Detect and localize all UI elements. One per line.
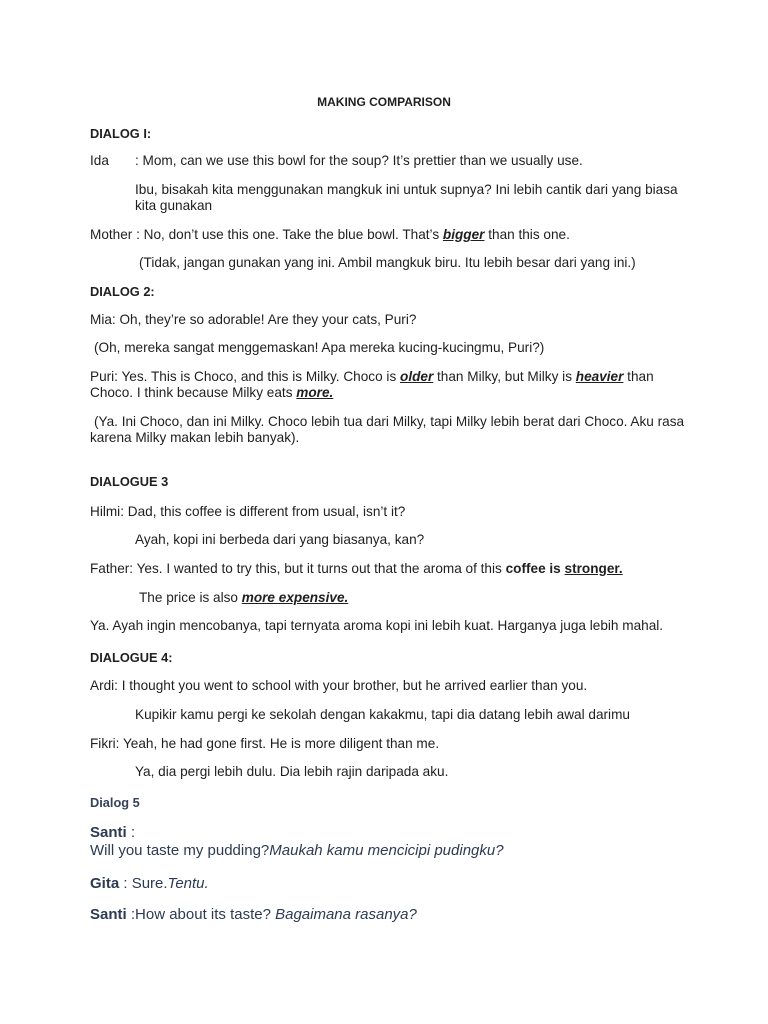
mia-line: Mia: Oh, they’re so adorable! Are they your cats, Puri? <box>90 312 417 327</box>
ida-translation-line-1: Ibu, bisakah kita menggunakan mangkuk ini untuk supnya? Ini lebih cantik dari yang biasa <box>135 182 678 197</box>
santi-1-sep: : <box>126 824 136 841</box>
mother-line-post: than this one. <box>484 227 570 242</box>
mother-line-pre: Mother : No, don’t use this one. Take the blue bowl. That’s <box>90 227 443 242</box>
ida-speaker: Ida <box>90 153 109 168</box>
mother-emphasis: bigger <box>442 227 485 242</box>
santi-1-label <box>90 824 135 842</box>
puri-line-1e: than <box>623 369 654 384</box>
puri-more: more. <box>296 385 334 400</box>
puri-translation-line-2: karena Milky makan lebih banyak). <box>90 430 300 445</box>
father-line <box>90 561 623 577</box>
ardi-line: Ardi: I thought you went to school with your brother, but he arrived earlier than you. <box>90 678 588 693</box>
fikri-translation: Ya, dia pergi lebih dulu. Dia lebih rajin daripada aku. <box>135 764 449 779</box>
gita-english: : Sure. <box>119 875 168 892</box>
price-line-a: The price is also <box>139 590 242 605</box>
puri-older: older <box>400 369 434 384</box>
puri-line-1a: Puri: Yes. This is Choco, and this is Milky. Choco is <box>90 369 401 384</box>
page-title: MAKING COMPARISON <box>317 95 451 109</box>
dialog5-heading: Dialog 5 <box>90 795 140 810</box>
santi-1-name: Santi <box>90 824 127 841</box>
mia-translation: (Oh, mereka sangat menggemaskan! Apa mereka kucing-kucingmu, Puri?) <box>94 340 545 355</box>
puri-heavier: heavier <box>575 369 624 384</box>
santi-2-name: Santi <box>90 906 127 923</box>
gita-name: Gita <box>90 875 120 892</box>
dialog3-heading: DIALOGUE 3 <box>90 474 169 489</box>
dialog1-heading: DIALOG I: <box>90 126 152 141</box>
price-line <box>139 590 348 606</box>
ardi-translation: Kupikir kamu pergi ke sekolah dengan kakakmu, tapi dia datang lebih awal darimu <box>135 707 630 722</box>
mother-line <box>90 227 570 243</box>
ida-translation-line-2: kita gunakan <box>135 198 213 213</box>
hilmi-translation: Ayah, kopi ini berbeda dari yang biasanya, kan? <box>135 532 425 547</box>
father-line-a: Father: Yes. I wanted to try this, but it turns out that the aroma of this <box>90 561 506 576</box>
father-line-b: coffee is <box>505 561 565 576</box>
puri-translation-line-1: (Ya. Ini Choco, dan ini Milky. Choco lebih tua dari Milky, tapi Milky lebih berat dari Choco. Aku rasa <box>94 414 685 429</box>
gita-indonesian: Tentu. <box>167 875 209 892</box>
father-stronger: stronger. <box>564 561 623 576</box>
puri-line-2a: Choco. I think because Milky eats <box>90 385 297 400</box>
santi-2-indonesian: Bagaimana rasanya? <box>275 906 417 923</box>
santi-1-indonesian: Maukah kamu mencicipi pudingku? <box>269 842 504 859</box>
dialog4-heading: DIALOGUE 4: <box>90 650 173 665</box>
santi-2-english: :How about its taste? <box>126 906 276 923</box>
dialog3-translation: Ya. Ayah ingin mencobanya, tapi ternyata aroma kopi ini lebih kuat. Harganya juga lebih mahal. <box>90 618 664 633</box>
puri-line-1c: than Milky, but Milky is <box>433 369 576 384</box>
dialog2-heading: DIALOG 2: <box>90 284 155 299</box>
ida-line: : Mom, can we use this bowl for the soup? It’s prettier than we usually use. <box>135 153 583 168</box>
fikri-line: Fikri: Yeah, he had gone first. He is more diligent than me. <box>90 736 440 751</box>
santi-1-english: Will you taste my pudding? <box>90 842 270 859</box>
santi-2-line <box>90 906 417 924</box>
gita-line <box>90 875 209 893</box>
hilmi-line: Hilmi: Dad, this coffee is different from usual, isn’t it? <box>90 504 406 519</box>
puri-line-1 <box>90 369 654 385</box>
price-more-expensive: more expensive. <box>241 590 349 605</box>
santi-1-line <box>90 842 504 860</box>
mother-translation: (Tidak, jangan gunakan yang ini. Ambil mangkuk biru. Itu lebih besar dari yang ini.) <box>139 255 636 270</box>
puri-line-2 <box>90 385 333 401</box>
